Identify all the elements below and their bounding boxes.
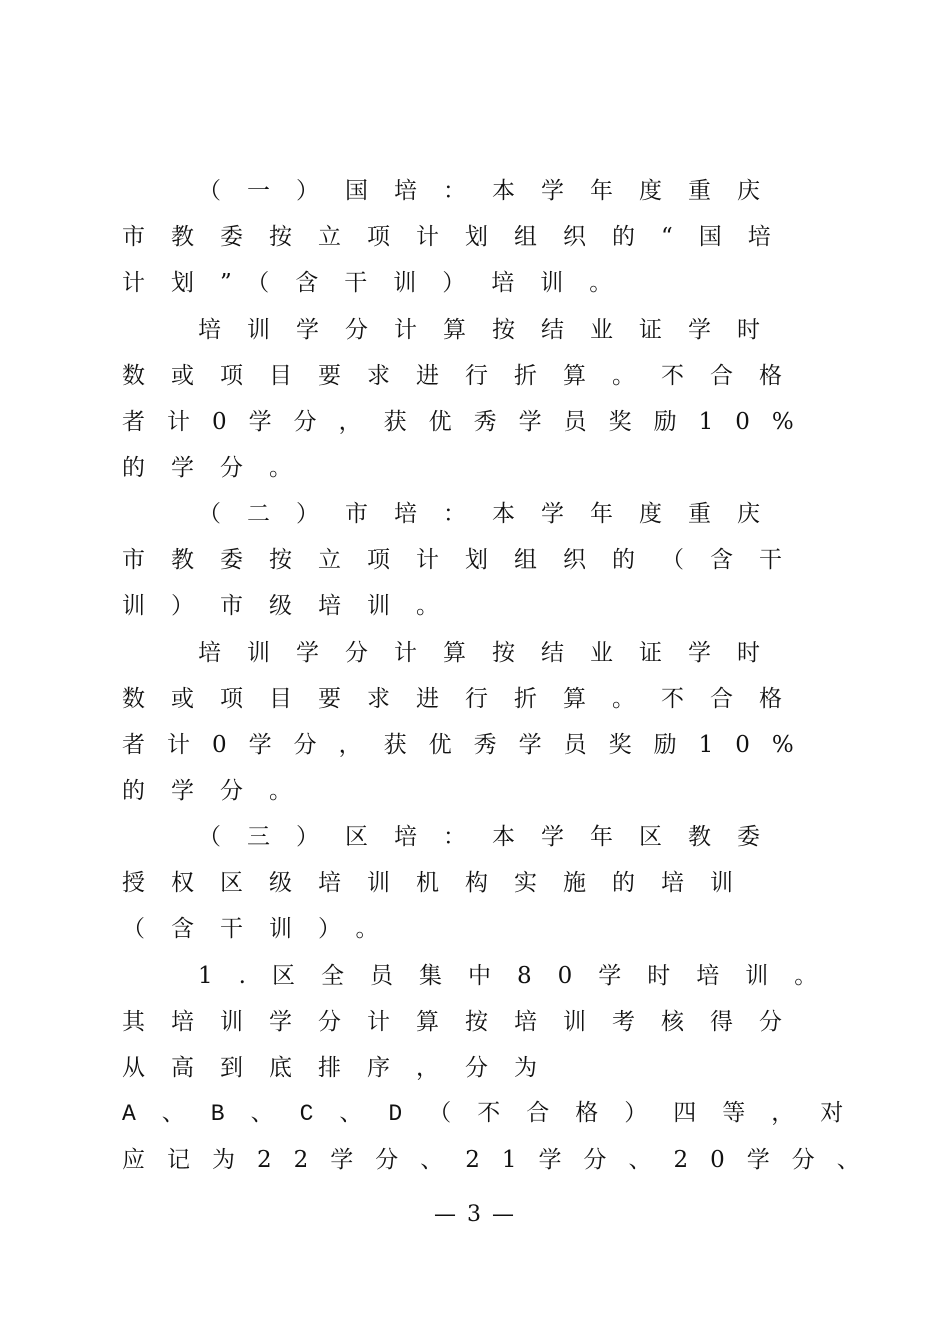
paragraph-line: （含干训）。 [122,916,405,942]
paragraph-line: 市教委按立项计划组织的（含干 [122,547,808,573]
paragraph-line: 市教委按立项计划组织的“国培 [122,224,797,250]
paragraph-line: 授权区级培训机构实施的培训 [122,870,759,896]
paragraph-line: 应记为22学分、21学分、20学分、 [122,1147,882,1173]
paragraph-line: （一）国培：本学年度重庆 [198,178,786,204]
paragraph-line: 其培训学分计算按培训考核得分 [122,1009,808,1035]
paragraph-line: 者计0学分，获优秀学员奖励10% [122,409,816,435]
paragraph-line: 者计0学分，获优秀学员奖励10% [122,732,816,758]
paragraph-line: 培训学分计算按结业证学时 [198,640,786,666]
paragraph-line: 的学分。 [122,778,318,804]
paragraph-line: 的学分。 [122,455,318,481]
paragraph-line: 计划”（含干训）培训。 [122,270,639,296]
paragraph-line: 数或项目要求进行折算。不合格 [122,363,808,389]
paragraph-line: （三）区培：本学年区教委 [198,824,786,850]
paragraph-line: 训）市级培训。 [122,593,465,619]
page-number: — 3 — [434,1202,516,1227]
paragraph-line: 数或项目要求进行折算。不合格 [122,686,808,712]
paragraph-line: （二）市培：本学年度重庆 [198,501,786,527]
paragraph-line: 1.区全员集中80学时培训。 [198,963,844,989]
paragraph-line: 培训学分计算按结业证学时 [198,317,786,343]
paragraph-line: A、B、C、D（不合格）四等，对 [122,1101,870,1127]
paragraph-line: 从高到底排序，分为 [122,1055,563,1081]
